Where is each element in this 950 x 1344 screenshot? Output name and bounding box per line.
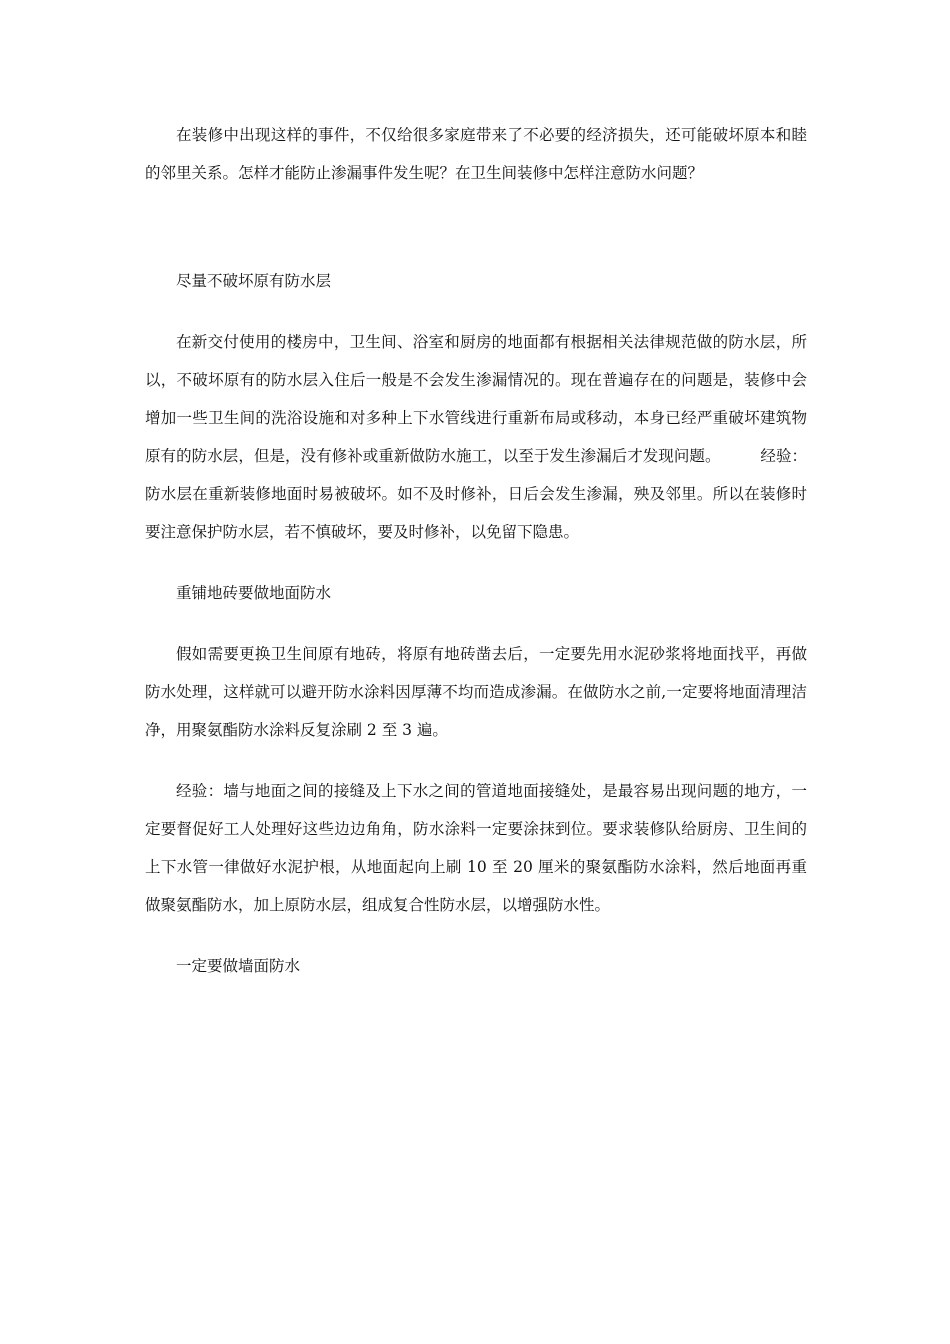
- section-spacer: [145, 612, 807, 635]
- document-body: [145, 116, 807, 985]
- section-paragraph-preserve-waterproof-layer: 在新交付使用的楼房中，卫生间、浴室和厨房的地面都有根据相关法律规范做的防水层，所以，不破坏原有的防水层入住后一般是不会发生渗漏情况的。现在普遍存在的问题是，装修中会增加一些卫生间的洗浴设施和对多种上下水管线进行重新布局或移动，本身已经严重破坏建筑物原有的防水层，但是，没有修补或重新做防水施工，以至于发生渗漏后才发现问题。 经验：防水层在重新装修地面时易被破坏。如不及时修补，日后会发生渗漏，殃及邻里。所以在装修时要注意保护防水层，若不慎破坏，要及时修补，以免留下隐患。: [145, 333, 807, 541]
- intro-paragraph: 在装修中出现这样的事件，不仅给很多家庭带来了不必要的经济损失，还可能破坏原本和睦的邻里关系。怎样才能防止渗漏事件发生呢？在卫生间装修中怎样注意防水问题？: [145, 126, 807, 182]
- section-spacer: [145, 924, 807, 947]
- section-heading-floor-tile-waterproofing: 重铺地砖要做地面防水: [176, 584, 332, 602]
- experience-paragraph-floor: 经验：墙与地面之间的接缝及上下水之间的管道地面接缝处，是最容易出现问题的地方，一定要督促好工人处理好这些边边角角，防水涂料一定要涂抹到位。要求装修队给厨房、卫生间的上下水管一律做好水泥护根，从地面起向上刷 10 至 20 厘米的聚氨酯防水涂料，然后地面再重做聚氨酯防水，加上原防水层，组成复合性防水层，以增强防水性。: [145, 782, 807, 914]
- section-heading-wall-waterproofing: 一定要做墙面防水: [176, 957, 301, 975]
- section-paragraph-floor-tile-waterproofing: 假如需要更换卫生间原有地砖，将原有地砖凿去后，一定要先用水泥砂浆将地面找平，再做防水处理，这样就可以避开防水涂料因厚薄不均而造成渗漏。在做防水之前,一定要将地面清理洁净，用聚氨酯防水涂料反复涂刷 2 至 3 遍。: [145, 645, 807, 739]
- section-spacer: [145, 300, 807, 323]
- section-spacer: [145, 551, 807, 574]
- section-spacer: [145, 749, 807, 772]
- section-heading-preserve-waterproof-layer: 尽量不破坏原有防水层: [176, 272, 332, 290]
- section-spacer: [145, 192, 807, 262]
